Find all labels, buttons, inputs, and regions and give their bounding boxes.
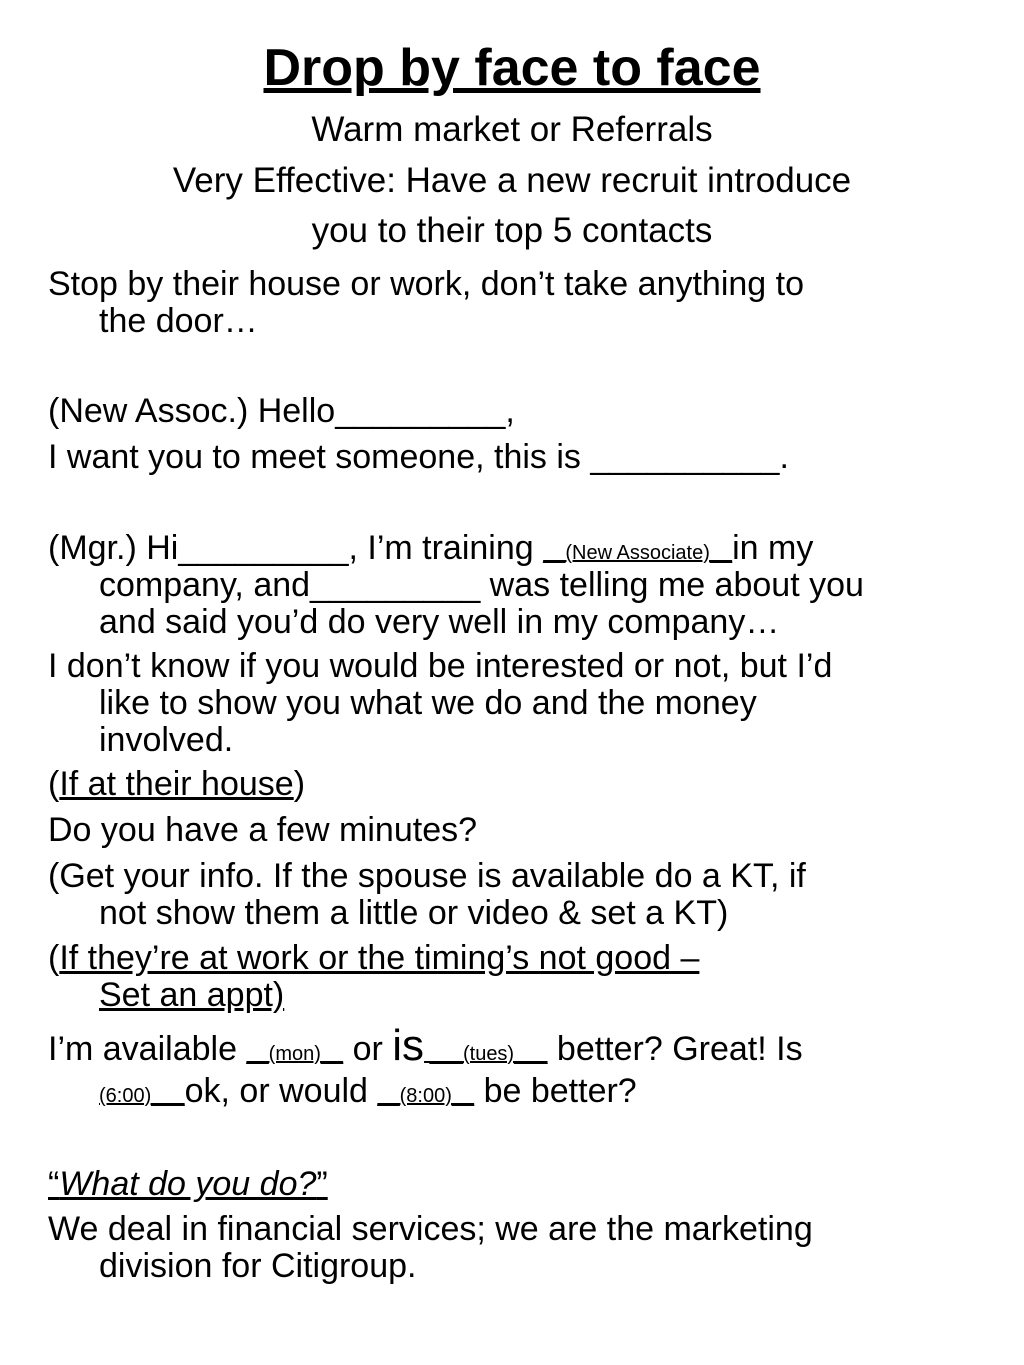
subtitle-line: Warm market or Referrals: [311, 110, 713, 149]
subtitle-line: Very Effective: Have a new recruit introduce: [172, 161, 852, 200]
work-label: Set an appt): [99, 976, 285, 1014]
interest-line: like to show you what we do and the money: [99, 684, 757, 722]
available-line: [48, 1021, 803, 1073]
new-associate-blank: __(New Associate)__: [543, 542, 733, 564]
page-title: Drop by face to face: [263, 39, 761, 97]
work-condition: [48, 939, 699, 977]
new-assoc-meet: I want you to meet someone, this is __________.: [48, 438, 789, 476]
mon-blank: __(mon)__: [246, 1043, 344, 1065]
paren-open: (: [48, 765, 60, 803]
quote-open: “: [48, 1165, 60, 1203]
mgr-line: company, and_________ was telling me about you: [99, 566, 864, 604]
eight-blank: __(8:00)__: [377, 1085, 475, 1107]
interest-line: I don’t know if you would be interested or not, but I’d: [48, 647, 833, 685]
info-line: not show them a little or video & set a KT): [99, 894, 729, 932]
mgr-line: and said you’d do very well in my company…: [99, 603, 780, 641]
new-assoc-hello: (New Assoc.) Hello_________,: [48, 392, 515, 430]
mgr-text: (Mgr.) Hi_________, I’m training: [48, 529, 544, 567]
answer-line: division for Citigroup.: [99, 1247, 417, 1285]
quote-close: ”: [316, 1165, 328, 1203]
available-text: is: [392, 1021, 425, 1070]
house-label: If at their house: [59, 765, 294, 803]
available-text: better? Great! Is: [547, 1030, 803, 1068]
subtitle-line: you to their top 5 contacts: [311, 211, 713, 250]
mgr-text: in my: [732, 529, 814, 567]
available-text: or: [343, 1030, 393, 1068]
available-text: I’m available: [48, 1030, 247, 1068]
paren-close: ): [293, 765, 306, 803]
intro-line: the door…: [99, 302, 258, 340]
minutes-question: Do you have a few minutes?: [48, 811, 478, 849]
interest-line: involved.: [99, 721, 234, 759]
six-blank: (6:00)___: [99, 1085, 185, 1107]
available-text: ok, or would: [184, 1072, 378, 1110]
intro-line: Stop by their house or work, don’t take anything to: [48, 265, 805, 303]
house-condition: [48, 765, 305, 803]
available-text: be better?: [474, 1072, 637, 1110]
work-label: If they’re at work or the timing’s not good –: [59, 939, 700, 977]
question-text: What do you do?: [59, 1165, 317, 1203]
available-line: [99, 1072, 637, 1115]
paren-open: (: [48, 939, 60, 977]
question-line: [48, 1165, 328, 1203]
info-line: (Get your info. If the spouse is available do a KT, if: [48, 857, 806, 895]
tues-blank: ___(tues)___: [424, 1043, 548, 1065]
answer-line: We deal in financial services; we are the marketing: [48, 1210, 813, 1248]
